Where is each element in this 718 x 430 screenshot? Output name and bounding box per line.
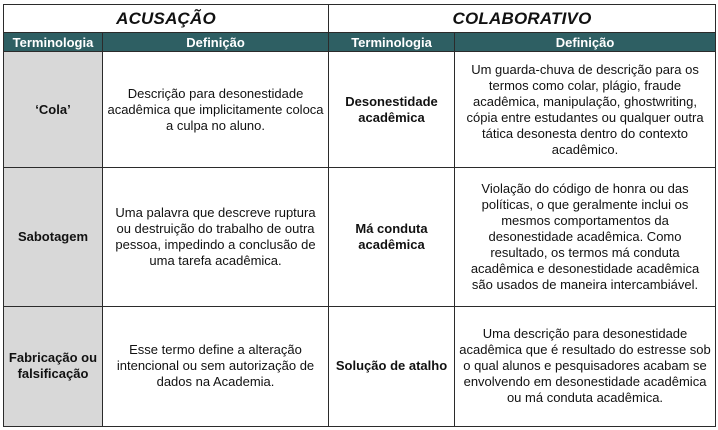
accusation-term: ‘Cola’ xyxy=(4,52,103,168)
collaborative-definition-header: Definição xyxy=(455,33,716,52)
collaborative-definition: Uma descrição para desonestidade acadêmica que é resultado do estresse sob o qual alunos e pesquisadores acabam se envolvendo em desonestidade acadêmica ou má conduta acadêmica. xyxy=(455,306,716,426)
table-row xyxy=(4,168,716,306)
collaborative-term: Desonestidade acadêmica xyxy=(329,52,455,168)
title-row xyxy=(4,5,716,33)
accusation-definition: Uma palavra que descreve ruptura ou destruição do trabalho de outra pessoa, impedindo a conclusão de uma tarefa acadêmica. xyxy=(103,168,329,306)
accusation-definition: Esse termo define a alteração intencional ou sem autorização de dados na Academia. xyxy=(103,306,329,426)
accusation-title: ACUSAÇÃO xyxy=(4,5,329,33)
collaborative-term-header: Terminologia xyxy=(329,33,455,52)
table-row xyxy=(4,306,716,426)
accusation-term: Sabotagem xyxy=(4,168,103,306)
table-row xyxy=(4,52,716,168)
collaborative-definition: Um guarda-chuva de descrição para os termos como colar, plágio, fraude acadêmica, manipulação, ghostwriting, cópia entre estudantes ou qualquer outra tática desonesta dentro do contexto acadêmico. xyxy=(455,52,716,168)
collaborative-term: Solução de atalho xyxy=(329,306,455,426)
accusation-term-header: Terminologia xyxy=(4,33,103,52)
column-header-row xyxy=(4,33,716,52)
accusation-definition: Descrição para desonestidade acadêmica que implicitamente coloca a culpa no aluno. xyxy=(103,52,329,168)
terminology-comparison-table xyxy=(3,4,716,427)
accusation-term: Fabricação ou falsificação xyxy=(4,306,103,426)
collaborative-term: Má conduta acadêmica xyxy=(329,168,455,306)
collaborative-title: COLABORATIVO xyxy=(329,5,716,33)
collaborative-definition: Violação do código de honra ou das políticas, o que geralmente inclui os mesmos comportamentos da desonestidade acadêmica. Como resultado, os termos má conduta acadêmica e desonestidade acadêmica são usados de maneira intercambiável. xyxy=(455,168,716,306)
accusation-definition-header: Definição xyxy=(103,33,329,52)
